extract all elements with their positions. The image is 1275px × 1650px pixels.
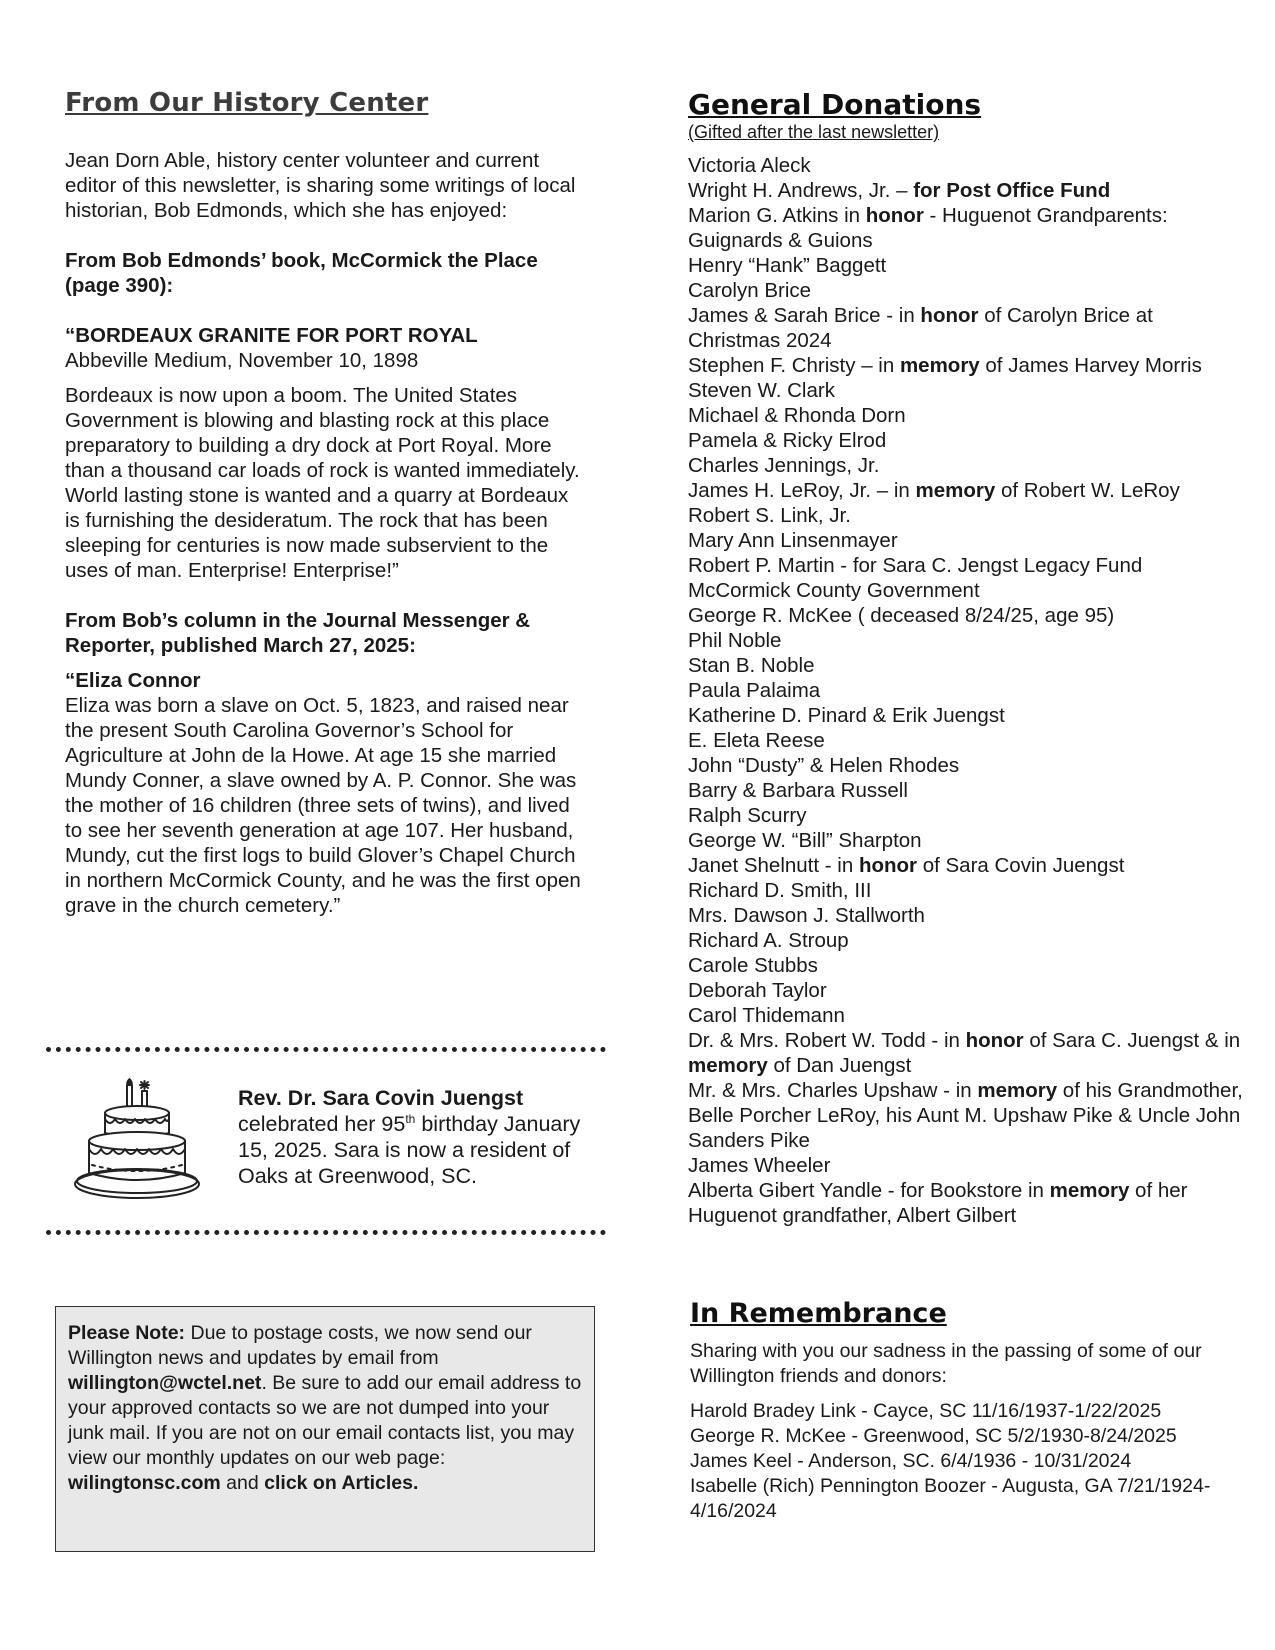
note-label: Please Note: bbox=[68, 1322, 186, 1344]
donor-item bbox=[688, 678, 1248, 703]
note-text-part2: . Be sure to add our email address to your approved contacts so we are not dumped into your junk mail. If you are not on our email contacts list, you may view our monthly updates on our web page: bbox=[68, 1372, 582, 1469]
donor-item bbox=[688, 253, 1248, 278]
donor-tribute-word: honor bbox=[858, 854, 918, 877]
donor-text: Richard A. Stroup bbox=[688, 929, 849, 952]
donor-tribute-word: memory bbox=[899, 354, 980, 377]
remembrance-item: Harold Bradey Link - Cayce, SC 11/16/1937-1/22/2025 bbox=[690, 1400, 1162, 1422]
donor-item bbox=[688, 928, 1248, 953]
donor-item bbox=[688, 978, 1248, 1003]
column-reference: From Bob’s column in the Journal Messenger & Reporter, published March 27, 2025: bbox=[65, 609, 531, 657]
donor-item bbox=[688, 153, 1248, 178]
book-reference: From Bob Edmonds’ book, McCormick the Place (page 390): bbox=[65, 249, 538, 297]
donor-text: Ralph Scurry bbox=[688, 804, 807, 827]
birthday-cake-icon bbox=[72, 1077, 202, 1207]
donor-item bbox=[688, 353, 1248, 378]
history-intro: Jean Dorn Able, history center volunteer and current editor of this newsletter, is sharing some writings of local historian, Bob Edmonds, which she has enjoyed: bbox=[65, 149, 576, 222]
donor-item bbox=[688, 303, 1248, 353]
donor-text: of Carolyn Brice at Christmas 2024 bbox=[688, 304, 1153, 352]
donor-text: James H. LeRoy, Jr. – in bbox=[688, 479, 916, 502]
donor-text: Victoria Aleck bbox=[688, 154, 811, 177]
donor-text: Phil Noble bbox=[688, 629, 782, 652]
donor-text: Mrs. Dawson J. Stallworth bbox=[688, 904, 925, 927]
donor-item bbox=[688, 403, 1248, 428]
donor-item bbox=[688, 878, 1248, 903]
donor-text: James & Sarah Brice - in bbox=[688, 304, 921, 327]
donor-item bbox=[688, 453, 1248, 478]
donor-tribute-word: memory bbox=[977, 1079, 1058, 1102]
article1-body: Bordeaux is now upon a boom. The United States Government is blowing and blasting rock at this place preparatory to building a dry dock at Port Royal. More than a thousand car loads of rock is wanted immediately. World lasting stone is wanted and a quarry at Bordeaux is furnishing the desideratum. The rock that has been sleeping for centuries is now made subservient to the uses of man. Enterprise! Enterprise!” bbox=[65, 384, 580, 582]
article1-title: “BORDEAUX GRANITE FOR PORT ROYAL bbox=[65, 324, 478, 347]
donor-tribute-word: for Post Office Fund bbox=[913, 179, 1111, 202]
donor-item bbox=[688, 1028, 1248, 1078]
donor-item bbox=[688, 728, 1248, 753]
birthday-text-part2: birthday January 15, 2025. Sara is now a resident of Oaks at Greenwood, SC. bbox=[238, 1112, 581, 1188]
donor-text: Richard D. Smith, III bbox=[688, 879, 872, 902]
donor-text: Michael & Rhonda Dorn bbox=[688, 404, 906, 427]
donor-text: Carole Stubbs bbox=[688, 954, 818, 977]
donor-text: Steven W. Clark bbox=[688, 379, 835, 402]
donor-text: McCormick County Government bbox=[688, 579, 980, 602]
donor-text: Paula Palaima bbox=[688, 679, 821, 702]
donor-item bbox=[688, 378, 1248, 403]
dotted-divider-top bbox=[46, 1047, 606, 1052]
donor-tribute-word: memory bbox=[1049, 1179, 1130, 1202]
donor-text: John “Dusty” & Helen Rhodes bbox=[688, 754, 960, 777]
donor-item bbox=[688, 428, 1248, 453]
donor-item bbox=[688, 503, 1248, 528]
remembrance-section bbox=[690, 1298, 1250, 1524]
note-text-part1: Due to postage costs, we now send our Willington news and updates by email from bbox=[68, 1322, 532, 1369]
general-donations-heading: General Donations bbox=[688, 88, 982, 121]
donor-text: George R. McKee ( deceased 8/24/25, age 95) bbox=[688, 604, 1115, 627]
donor-text: Henry “Hank” Baggett bbox=[688, 254, 887, 277]
donor-item bbox=[688, 553, 1248, 578]
donor-text: Stephen F. Christy – in bbox=[688, 354, 900, 377]
donor-item bbox=[688, 628, 1248, 653]
donor-text: Robert S. Link, Jr. bbox=[688, 504, 851, 527]
donor-item bbox=[688, 803, 1248, 828]
history-center-section bbox=[65, 88, 585, 918]
general-donations-section bbox=[688, 88, 1248, 1228]
donor-item bbox=[688, 178, 1248, 203]
donor-text: Charles Jennings, Jr. bbox=[688, 454, 880, 477]
donor-text: Carol Thidemann bbox=[688, 1004, 845, 1027]
donor-text: E. Eleta Reese bbox=[688, 729, 825, 752]
history-center-heading: From Our History Center bbox=[65, 88, 429, 118]
donor-text: Janet Shelnutt - in bbox=[688, 854, 859, 877]
donations-subtitle: (Gifted after the last newsletter) bbox=[688, 122, 940, 142]
donor-text: Marion G. Atkins in bbox=[688, 204, 866, 227]
donor-text: Alberta Gibert Yandle - for Bookstore in bbox=[688, 1179, 1050, 1202]
donor-item bbox=[688, 603, 1248, 628]
birthday-ordinal: th bbox=[405, 1111, 416, 1126]
donor-item bbox=[688, 578, 1248, 603]
birthday-announcement bbox=[238, 1085, 588, 1189]
donor-text: of his Grandmother, Belle Porcher LeRoy, his Aunt M. Upshaw Pike & Uncle John Sanders Pike bbox=[688, 1079, 1243, 1152]
donor-item bbox=[688, 853, 1248, 878]
donor-text: James Wheeler bbox=[688, 1154, 831, 1177]
donor-item bbox=[688, 703, 1248, 728]
donor-item bbox=[688, 478, 1248, 503]
donor-text: of Sara Covin Juengst bbox=[917, 854, 1125, 877]
birthday-text bbox=[238, 1111, 588, 1189]
donor-text: Deborah Taylor bbox=[688, 979, 827, 1002]
note-text-part3: and bbox=[220, 1472, 265, 1494]
remembrance-list bbox=[690, 1399, 1250, 1524]
note-text bbox=[68, 1321, 582, 1496]
donor-tribute-word: memory bbox=[688, 1054, 768, 1077]
donor-text: Mary Ann Linsenmayer bbox=[688, 529, 898, 552]
birthday-text-part1: celebrated her 95 bbox=[238, 1112, 406, 1136]
donor-text: of her Huguenot grandfather, Albert Gilbert bbox=[688, 1179, 1188, 1227]
donor-item bbox=[688, 828, 1248, 853]
donor-text: Stan B. Noble bbox=[688, 654, 815, 677]
donor-item bbox=[688, 753, 1248, 778]
donor-item bbox=[688, 1153, 1248, 1178]
donor-text: - Huguenot Grandparents: Guignards & Guions bbox=[688, 204, 1168, 252]
donor-item bbox=[688, 1003, 1248, 1028]
donor-item bbox=[688, 778, 1248, 803]
donor-text: Mr. & Mrs. Charles Upshaw - in bbox=[688, 1079, 978, 1102]
donor-text: of Sara C. Juengst & in bbox=[1023, 1029, 1241, 1052]
donor-text: Katherine D. Pinard & Erik Juengst bbox=[688, 704, 1005, 727]
note-click-articles: click on Articles. bbox=[264, 1472, 419, 1494]
donor-text: of James Harvey Morris bbox=[979, 354, 1202, 377]
remembrance-heading: In Remembrance bbox=[690, 1298, 947, 1329]
donor-text: Barry & Barbara Russell bbox=[688, 779, 908, 802]
remembrance-item: Isabelle (Rich) Pennington Boozer - Augusta, GA 7/21/1924-4/16/2024 bbox=[690, 1475, 1211, 1522]
donor-item bbox=[688, 953, 1248, 978]
donor-text: Robert P. Martin - for Sara C. Jengst Legacy Fund bbox=[688, 554, 1143, 577]
donor-text: of Robert W. LeRoy bbox=[995, 479, 1180, 502]
donor-item bbox=[688, 653, 1248, 678]
donor-tribute-word: honor bbox=[920, 304, 979, 327]
donor-item bbox=[688, 278, 1248, 303]
donor-text: Wright H. Andrews, Jr. – bbox=[688, 179, 914, 202]
donor-item bbox=[688, 903, 1248, 928]
donor-item bbox=[688, 1178, 1248, 1228]
donor-item bbox=[688, 1078, 1248, 1153]
donor-text: of Dan Juengst bbox=[767, 1054, 912, 1077]
remembrance-item: James Keel - Anderson, SC. 6/4/1936 - 10/31/2024 bbox=[690, 1450, 1132, 1472]
please-note-box bbox=[55, 1306, 595, 1552]
donor-item bbox=[688, 528, 1248, 553]
dotted-divider-bottom bbox=[46, 1230, 606, 1235]
birthday-name: Rev. Dr. Sara Covin Juengst bbox=[238, 1086, 524, 1110]
article2-title: “Eliza Connor bbox=[65, 669, 201, 692]
donor-text: George W. “Bill” Sharpton bbox=[688, 829, 922, 852]
donor-list bbox=[688, 153, 1248, 1228]
note-website-link[interactable]: wilingtonsc.com bbox=[68, 1472, 221, 1494]
donor-tribute-word: memory bbox=[915, 479, 996, 502]
remembrance-item: George R. McKee - Greenwood, SC 5/2/1930-8/24/2025 bbox=[690, 1425, 1177, 1447]
donor-item bbox=[688, 203, 1248, 253]
donor-text: Carolyn Brice bbox=[688, 279, 812, 302]
article2-body: Eliza was born a slave on Oct. 5, 1823, and raised near the present South Carolina Governor’s School for Agriculture at John de la Howe. At age 15 she married Mundy Conner, a slave owned by A. P. Connor. She was the mother of 16 children (three sets of twins), and lived to see her seventh generation at age 107. Her husband, Mundy, cut the first logs to build Glover’s Chapel Church in northern McCormick County, and he was the first open grave in the church cemetery.” bbox=[65, 694, 581, 917]
donor-text: Pamela & Ricky Elrod bbox=[688, 429, 887, 452]
donor-tribute-word: honor bbox=[965, 1029, 1024, 1052]
remembrance-intro: Sharing with you our sadness in the passing of some of our Willington friends and donors: bbox=[690, 1340, 1202, 1387]
donor-tribute-word: honor bbox=[865, 204, 924, 227]
donor-text: Dr. & Mrs. Robert W. Todd - in bbox=[688, 1029, 966, 1052]
note-email-link[interactable]: willington@wctel.net bbox=[68, 1372, 262, 1394]
article1-source: Abbeville Medium, November 10, 1898 bbox=[65, 349, 419, 372]
